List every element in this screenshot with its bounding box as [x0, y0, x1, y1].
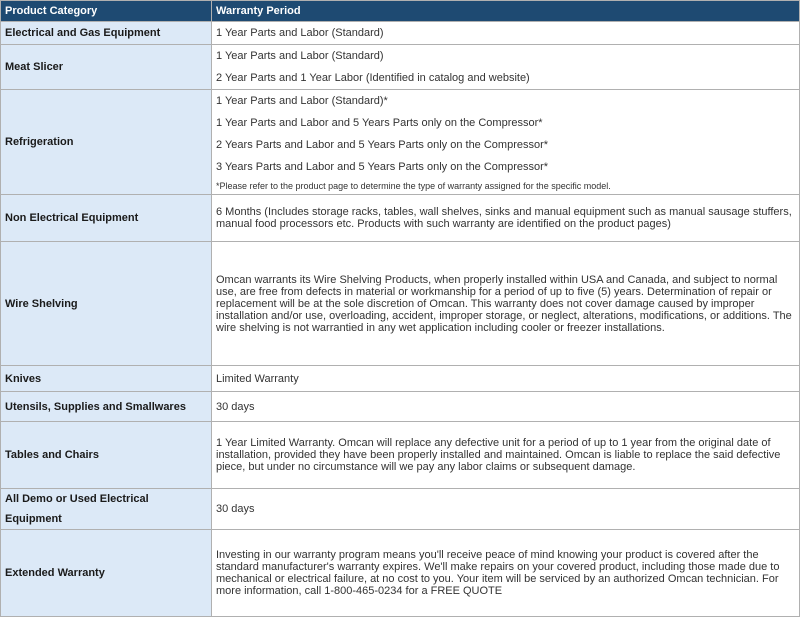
table-row: [1, 195, 800, 242]
period-line: 1 Year Parts and Labor (Standard): [216, 50, 384, 62]
period-cell: [212, 90, 800, 195]
period-line: 2 Year Parts and 1 Year Labor (Identified in catalog and website): [216, 72, 530, 84]
period-cell: 1 Year Limited Warranty. Omcan will replace any defective unit for a period of up to 1 year from the original date of installation, provided they have been properly installed and maintained. Omcan is liable to replace the said defective piece, but under no circumstance will we pay any labor claims or subsequent damage.: [212, 422, 800, 489]
period-header: Warranty Period: [212, 1, 800, 22]
table-row: [1, 90, 800, 195]
period-line: 3 Years Parts and Labor and 5 Years Parts only on the Compressor*: [216, 161, 549, 173]
period-cell: [212, 45, 800, 90]
table-row: [1, 530, 800, 617]
period-line: 1 Year Parts and Labor and 5 Years Parts only on the Compressor*: [216, 117, 543, 129]
table-row: [1, 45, 800, 90]
period-cell: [212, 22, 800, 45]
period-cell: Investing in our warranty program means you'll receive peace of mind knowing your product is covered after the standard manufacturer's warranty expires. We'll make repairs on your covered product, including those made due to mechanical or electrical failure, at no cost to you. Your item will be serviced by an authorized Omcan technician. For more information, call 1-800-465-0234 for a FREE QUOTE: [212, 530, 800, 617]
refrigeration-footnote: *Please refer to the product page to determine the type of warranty assigned for the specific model.: [216, 181, 611, 191]
period-line: 1 Year Parts and Labor (Standard)*: [216, 95, 388, 107]
period-cell: Limited Warranty: [212, 366, 800, 392]
period-cell: 30 days: [212, 489, 800, 530]
category-cell: Electrical and Gas Equipment: [1, 22, 212, 45]
category-cell: Utensils, Supplies and Smallwares: [1, 392, 212, 422]
period-cell: 30 days: [212, 392, 800, 422]
period-cell: 6 Months (Includes storage racks, tables, wall shelves, sinks and manual equipment such as manual sausage stuffers, manual food processors etc. Products with such warranty are identified on the product pages): [212, 195, 800, 242]
period-line: 2 Years Parts and Labor and 5 Years Parts only on the Compressor*: [216, 139, 549, 151]
category-cell: Extended Warranty: [1, 530, 212, 617]
category-cell: Knives: [1, 366, 212, 392]
category-cell: Meat Slicer: [1, 45, 212, 90]
category-cell: Tables and Chairs: [1, 422, 212, 489]
header-row: [1, 1, 800, 22]
period-cell: Omcan warrants its Wire Shelving Products, when properly installed within USA and Canada, and subject to normal use, are free from defects in material or workmanship for a period of up to five (5) years. Determination of repair or replacement will be at the sole discretion of Omcan. This warranty does not cover damage caused by improper installation and/or use, overloading, accident, improper storage, or neglect, alterations, modifications, or additions. The wire shelving is not warrantied in any wet application including cooler or freezer installations.: [212, 242, 800, 366]
table-row: [1, 392, 800, 422]
table-row: [1, 422, 800, 489]
category-cell: All Demo or Used Electrical Equipment: [1, 489, 212, 530]
table-row: [1, 489, 800, 530]
table-row: [1, 366, 800, 392]
table-row: [1, 242, 800, 366]
category-cell: Non Electrical Equipment: [1, 195, 212, 242]
category-header: Product Category: [1, 1, 212, 22]
category-cell: Wire Shelving: [1, 242, 212, 366]
category-cell: Refrigeration: [1, 90, 212, 195]
period-line: 1 Year Parts and Labor (Standard): [216, 27, 384, 39]
table-row: [1, 22, 800, 45]
